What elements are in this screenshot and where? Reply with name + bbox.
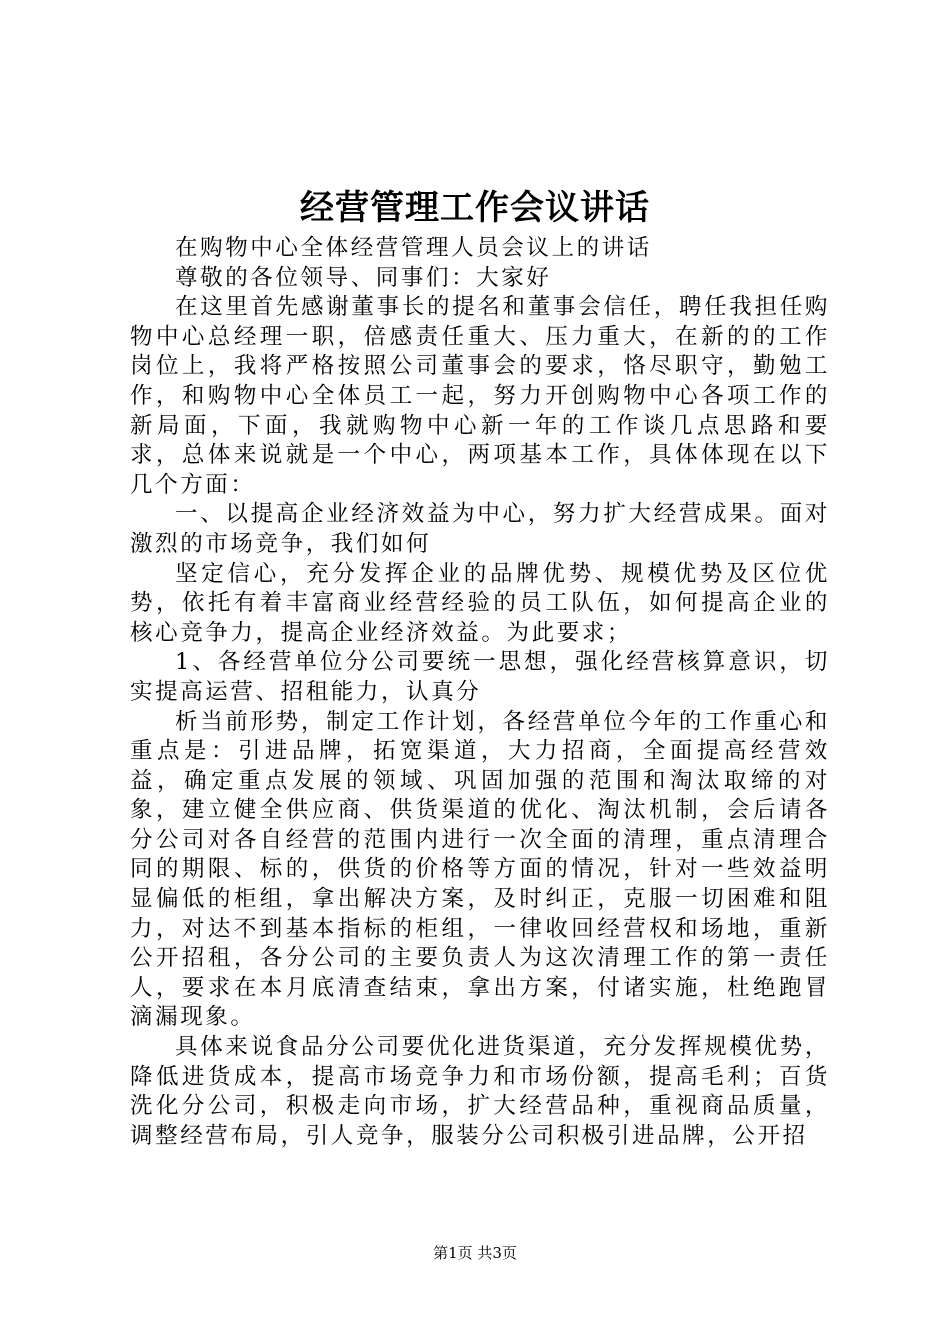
- paragraph-intro: 在这里首先感谢董事长的提名和董事会信任，聘任我担任购物中心总经理一职，倍感责任重大、压力重大，在新的的工作岗位上，我将严格按照公司董事会的要求，恪尽职守，勤勉工作，和购物中心全体员工一起，努力开创购物中心各项工作的新局面，下面，我就购物中心新一年的工作谈几点思路和要求，总体来说就是一个中心，两项基本工作，具体体现在以下几个方面：: [130, 294, 830, 498]
- paragraph-item-one: 1、各经营单位分公司要统一思想，强化经营核算意识，切实提高运营、招租能力，认真分: [130, 649, 830, 705]
- paragraph-section-one: 一、以提高企业经济效益为中心，努力扩大经营成果。面对激烈的市场竞争，我们如何: [130, 501, 830, 557]
- paragraph-confidence: 坚定信心，充分发挥企业的品牌优势、规模优势及区位优势，依托有着丰富商业经营经验的员工队伍，如何提高企业的核心竞争力，提高企业经济效益。为此要求；: [130, 560, 830, 646]
- paragraph-details: 具体来说食品分公司要优化进货渠道，充分发挥规模优势，降低进货成本，提高市场竞争力和市场份额，提高毛利；百货洗化分公司，积极走向市场，扩大经营品种，重视商品质量，调整经营布局，引人竞争，服装分公司积极引进品牌，公开招: [130, 1034, 830, 1149]
- document-title: 经营管理工作会议讲话: [300, 188, 650, 228]
- paragraph-analysis: 析当前形势，制定工作计划，各经营单位今年的工作重心和重点是：引进品牌，拓宽渠道，大力招商，全面提高经营效益，确定重点发展的领域、巩固加强的范围和淘汰取缔的对象，建立健全供应商、供货渠道的优化、淘汰机制，会后请各分公司对各自经营的范围内进行一次全面的清理，重点清理合同的期限、标的，供货的价格等方面的情况，针对一些效益明显偏低的柜组，拿出解决方案，及时纠正，克服一切困难和阻力，对达不到基本指标的柜组，一律收回经营权和场地，重新公开招租，各分公司的主要负责人为这次清理工作的第一责任人，要求在本月底清查结束，拿出方案，付诸实施，杜绝跑冒滴漏现象。: [130, 708, 830, 1031]
- paragraph-salutation: 尊敬的各位领导、同事们：大家好: [175, 264, 552, 291]
- paragraph-subtitle: 在购物中心全体经营管理人员会议上的讲话: [175, 235, 652, 261]
- page-footer: 第1页 共3页: [433, 1244, 517, 1262]
- document-body: [130, 234, 830, 1151]
